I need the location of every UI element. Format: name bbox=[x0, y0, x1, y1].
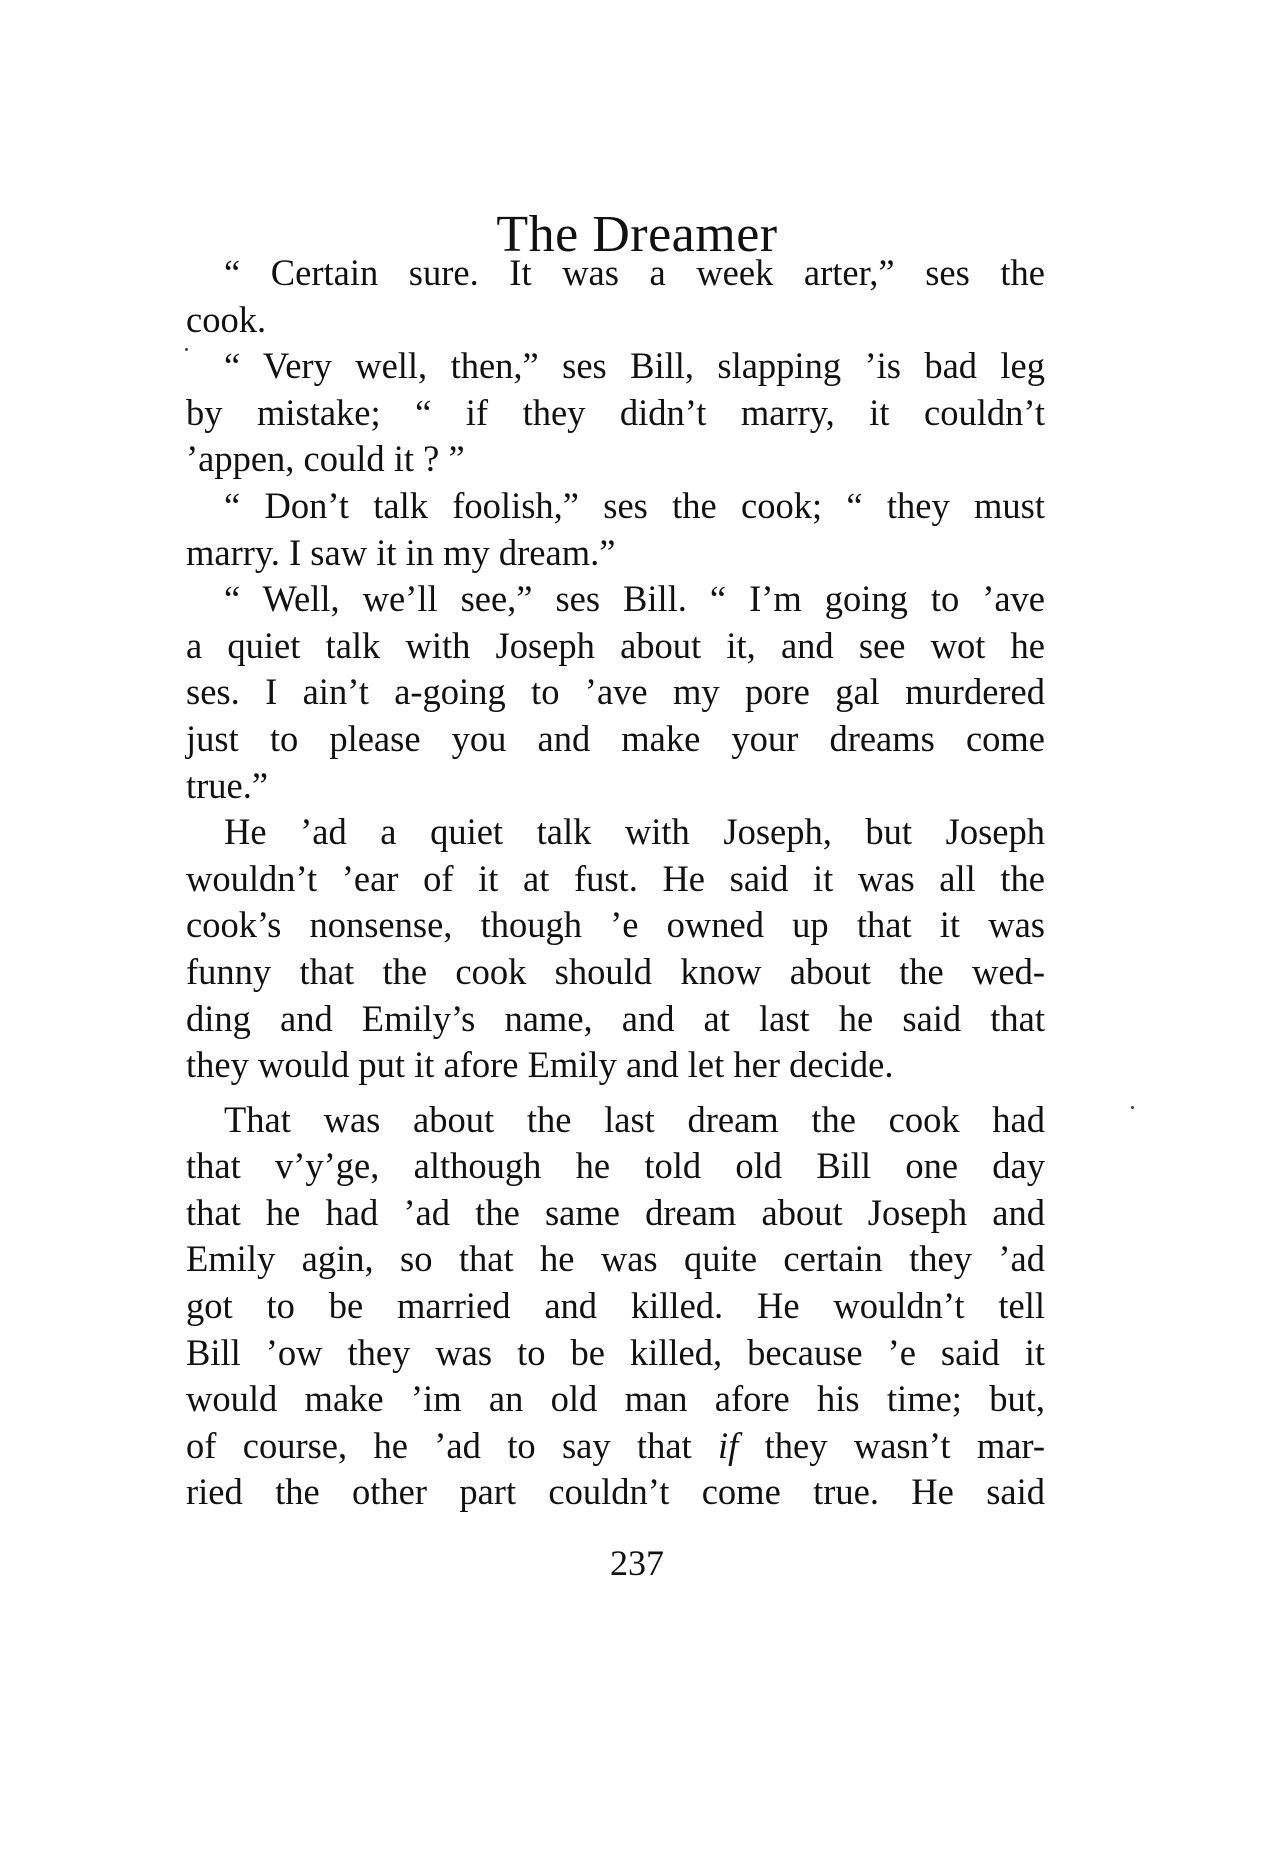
text-line-24: Bill ’ow they was to be killed, because ’e said it bbox=[186, 1331, 1045, 1373]
text-line-21: that he had ’ad the same dream about Joseph and bbox=[186, 1191, 1045, 1233]
text-line-16: funny that the cook should know about the wed- bbox=[186, 950, 1045, 992]
text-line-19: That was about the last dream the cook had bbox=[224, 1098, 1045, 1140]
italic-word: if bbox=[718, 1424, 739, 1466]
text-line-25: would make ’im an old man afore his time; but, bbox=[186, 1378, 1045, 1420]
text-line-23: got to be married and killed. He wouldn’t tell bbox=[186, 1285, 1045, 1327]
text-line-5: ’appen, could it ? ” bbox=[186, 438, 465, 480]
text-line-26-start: of course, he ’ad to say that bbox=[186, 1424, 692, 1466]
page-number: 237 bbox=[610, 1543, 664, 1583]
text-line-22: Emily agin, so that he was quite certain they ’ad bbox=[186, 1238, 1045, 1280]
running-head: The Dreamer bbox=[496, 206, 778, 263]
text-line-18: they would put it afore Emily and let her decide. bbox=[186, 1044, 894, 1086]
text-line-13: He ’ad a quiet talk with Joseph, but Joseph bbox=[224, 811, 1045, 853]
text-line-6: “ Don’t talk foolish,” ses the cook; “ they must bbox=[224, 484, 1045, 526]
text-line-10: ses. I ain’t a-going to ’ave my pore gal murdered bbox=[186, 671, 1045, 713]
text-line-20: that v’y’ge, although he told old Bill one day bbox=[186, 1145, 1045, 1187]
text-line-15: cook’s nonsense, though ’e owned up that it was bbox=[186, 904, 1045, 946]
print-speck bbox=[1131, 1106, 1134, 1109]
text-line-3: “ Very well, then,” ses Bill, slapping ’is bad leg bbox=[224, 345, 1045, 387]
text-line-27: ried the other part couldn’t come true. He said bbox=[186, 1471, 1045, 1513]
text-line-26-end: they wasn’t mar- bbox=[764, 1424, 1045, 1466]
text-line-9: a quiet talk with Joseph about it, and see wot he bbox=[186, 624, 1045, 666]
text-line-11: just to please you and make your dreams come bbox=[186, 717, 1045, 759]
text-line-17: ding and Emily’s name, and at last he said that bbox=[186, 997, 1045, 1039]
text-line-26 bbox=[186, 1423, 1045, 1470]
text-line-7: marry. I saw it in my dream.” bbox=[186, 531, 616, 573]
body-text bbox=[186, 250, 1045, 1516]
print-speck bbox=[185, 348, 188, 351]
text-line-4: by mistake; “ if they didn’t marry, it couldn’t bbox=[186, 391, 1045, 433]
text-line-8: “ Well, we’ll see,” ses Bill. “ I’m going to ’ave bbox=[224, 578, 1045, 620]
text-line-1: “ Certain sure. It was a week arter,” ses the bbox=[224, 252, 1045, 293]
text-line-14: wouldn’t ’ear of it at fust. He said it was all the bbox=[186, 857, 1045, 899]
text-line-12: true.” bbox=[186, 764, 269, 806]
text-line-2: cook. bbox=[186, 298, 267, 340]
